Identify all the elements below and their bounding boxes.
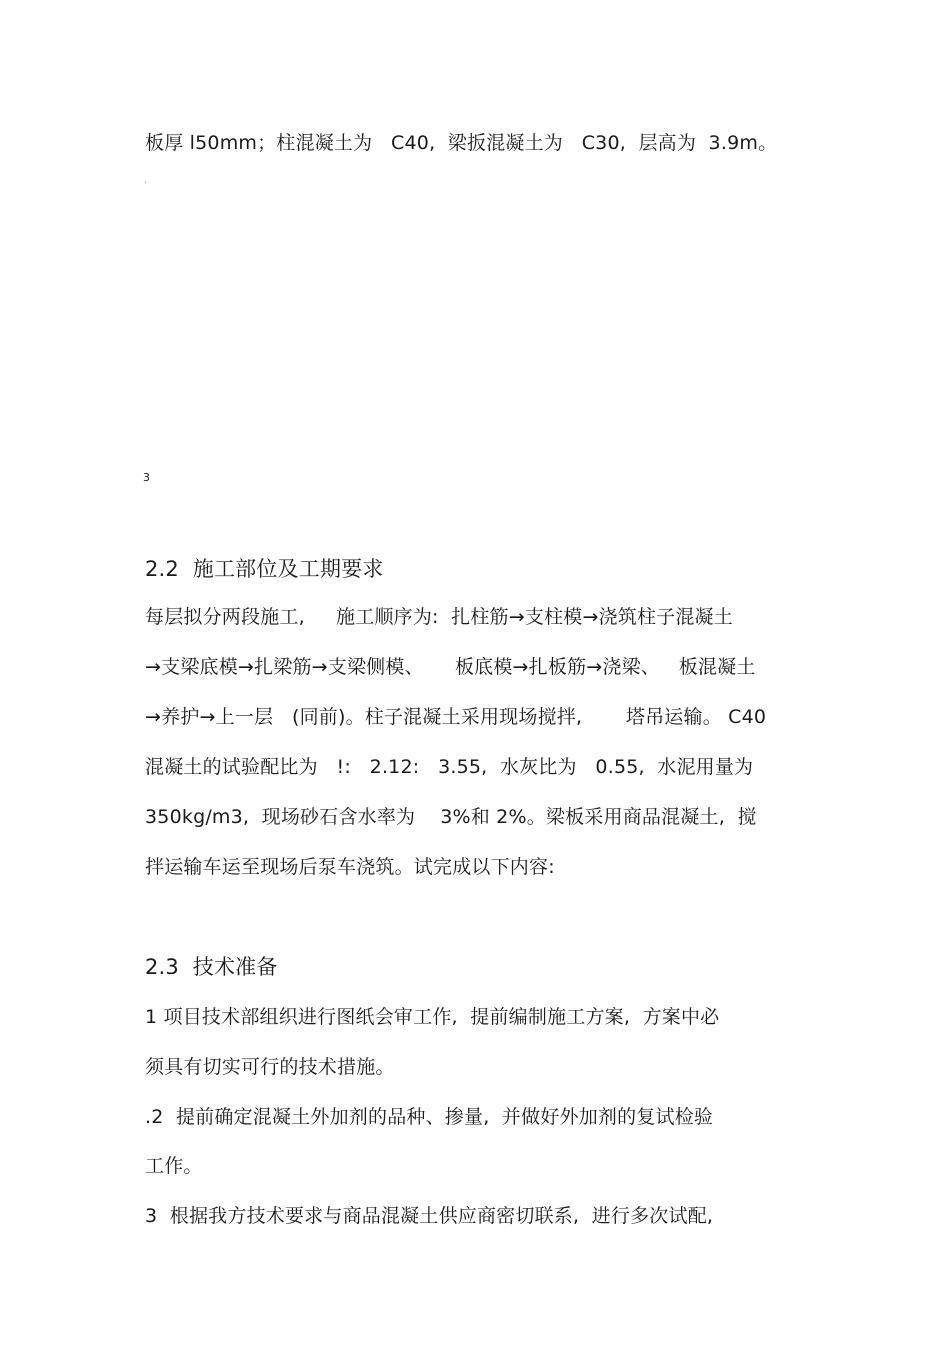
page-number: 3 — [143, 471, 150, 484]
section-2-2-line-1: 每层拟分两段施工, 施工顺序为: 扎柱筋→支柱模→浇筑柱子混凝土 — [145, 606, 733, 628]
section-2-3-line-3: .2 提前确定混凝土外加剂的品种、掺量, 并做好外加剂的复试检验 — [145, 1106, 714, 1128]
section-2-3-line-5: 3 根据我方技术要求与商品混凝土供应商密切联系, 进行多次试配, — [145, 1205, 714, 1227]
section-2-2-line-4: 混凝土的试验配比为 !: 2.12: 3.55, 水灰比为 0.55, 水泥用量为 — [145, 756, 754, 778]
section-2-3-line-4: 工作。 — [145, 1155, 203, 1177]
section-2-2-line-6: 拌运输车运至现场后泵车浇筑。试完成以下内容: — [145, 856, 555, 878]
stray-mark: · — [144, 178, 147, 187]
section-2-2-line-2: →支梁底模→扎梁筋→支梁侧模、 板底模→扎板筋→浇梁、 板混凝土 — [145, 656, 756, 678]
section-2-2-heading: 2.2 施工部位及工期要求 — [145, 557, 384, 581]
intro-line: 板厚 l50mm；柱混凝土为 C40, 梁扳混凝土为 C30, 层高为 3.9m。 — [145, 132, 778, 154]
section-2-2-line-5: 350kg/m3, 现场砂石含水率为 3%和 2%。梁板采用商品混凝土, 搅 — [145, 806, 757, 828]
section-2-2-line-3: →养护→上一层 (同前)。柱子混凝土采用现场搅拌, 塔吊运输。 C40 — [145, 706, 767, 728]
section-2-3-heading: 2.3 技术准备 — [145, 955, 278, 979]
section-2-3-line-1: 1 项目技术部组织进行图纸会审工作, 提前编制施工方案, 方案中必 — [145, 1006, 720, 1028]
section-2-3-line-2: 须具有切实可行的技术措施。 — [145, 1056, 395, 1078]
